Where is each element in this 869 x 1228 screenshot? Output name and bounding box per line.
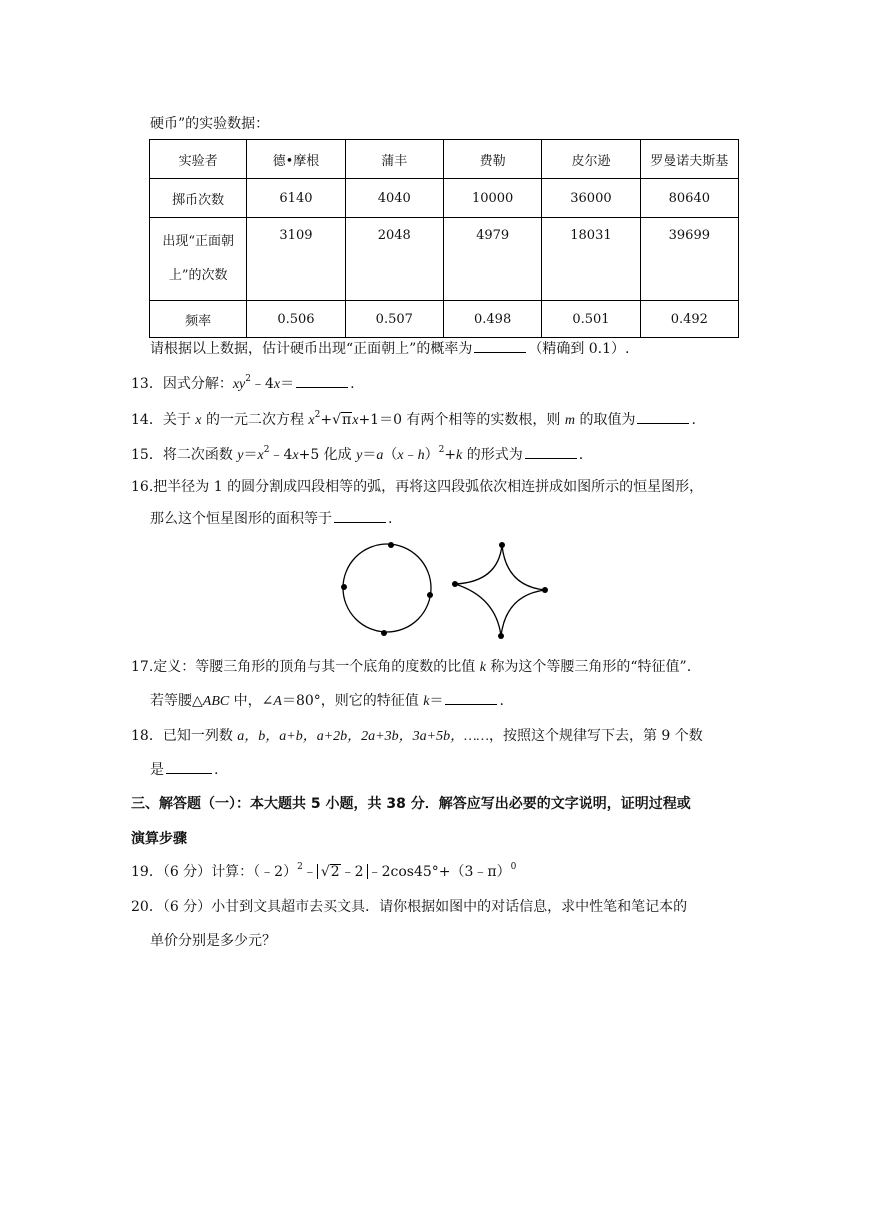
question-20-line2 [150, 930, 276, 950]
row-label-line: 上”的次数 [168, 268, 228, 283]
math-eq: ＝ [429, 693, 444, 709]
math-var: k [479, 660, 486, 675]
question-number: 14． [131, 412, 163, 428]
question-end: . [350, 376, 355, 392]
math-op: + [320, 412, 333, 428]
question-16-line2 [150, 508, 392, 528]
math-var: x [292, 448, 299, 463]
question-15 [131, 444, 583, 464]
math-sequence: a，b，a+b，a+2b，2a+3b，3a+5b，…… [237, 729, 489, 744]
header-cell: 蒲丰 [345, 140, 443, 179]
math-var: y [356, 448, 363, 463]
question-16-line1 [131, 476, 703, 496]
table-cell: 0.492 [640, 301, 738, 338]
question-end: . [388, 511, 393, 527]
question-text: 小甘到文具超市去买文具．请你根据如图中的对话信息，求中性笔和笔记本的 [211, 899, 688, 915]
question-number: 15． [131, 447, 163, 463]
question-text: +1＝0 有两个相等的实数根，则 [358, 412, 565, 428]
answer-blank [525, 444, 577, 459]
math-op: ﹣4 [251, 376, 274, 392]
answer-blank [334, 508, 386, 523]
question-text: 的一元二次方程 [201, 412, 309, 428]
math-op: ﹣ [403, 447, 418, 463]
table-row [150, 301, 739, 338]
question-18-line2 [150, 759, 218, 779]
row-label-line: 出现“正面朝 [162, 234, 234, 249]
math-var: x [257, 448, 264, 463]
question-number: 18． [131, 728, 163, 744]
sqrt-expression: √π [332, 412, 352, 428]
question-text: ﹣2cos45°+（3﹣π） [367, 864, 511, 880]
table-cell: 0.501 [542, 301, 640, 338]
question-18-line1 [131, 725, 703, 745]
question-text: 定义：等腰三角形的顶角与其一个底角的度数的比值 [153, 659, 480, 675]
answer-blank [296, 373, 348, 388]
table-cell: 0.507 [345, 301, 443, 338]
exponent: 2 [245, 374, 251, 384]
star-shape [455, 545, 545, 636]
question-text: 若等腰△ [150, 693, 203, 709]
question-text: 把半径为 1 的圆分割成四段相等的弧，再将这四段弧依次相连拼成如图所示的恒星图形， [153, 479, 704, 495]
question-score: （6 分） [162, 899, 212, 915]
math-eq: ＝ [362, 447, 377, 463]
section-heading-line: 三、解答题（一）：本大题共 5 小题，共 38 分．解答应写出必要的文字说明，证明过程或 [131, 796, 691, 812]
math-var: A [273, 694, 282, 709]
exponent: 2 [263, 445, 270, 455]
question-text: 单价分别是多少元？ [150, 933, 276, 949]
table-cell: 0.498 [443, 301, 541, 338]
math-var: k [423, 694, 430, 709]
exponent: 2 [297, 862, 303, 872]
circle-point [341, 584, 347, 590]
exponent: 2 [314, 410, 321, 420]
table-cell: 18031 [542, 218, 640, 301]
question-number: 16. [131, 479, 154, 495]
math-var: x [397, 448, 404, 463]
question-end: . [214, 762, 219, 778]
intro-text: 硬币”的实验数据： [150, 116, 270, 132]
header-cell: 费勒 [443, 140, 541, 179]
header-cell: 德•摩根 [247, 140, 345, 179]
math-paren: （ [383, 447, 398, 463]
header-cell: 实验者 [150, 140, 247, 179]
table-cell: 39699 [640, 218, 738, 301]
question-text: 关于 [162, 412, 196, 428]
math-op: ﹣4 [269, 447, 293, 463]
section-heading-cont [131, 828, 187, 848]
row-label: 掷币次数 [150, 179, 247, 218]
row-label: 频率 [150, 301, 247, 338]
question-end: . [691, 412, 696, 428]
math-var: m [564, 413, 576, 428]
circle-star-figure [330, 535, 560, 645]
question-end: . [578, 447, 584, 463]
section-heading [131, 793, 691, 813]
radicand: π [342, 412, 352, 428]
star-point [542, 587, 548, 593]
question-17-line1 [131, 656, 691, 676]
question-text: 中，∠ [229, 693, 274, 709]
question-text: 是 [150, 762, 164, 778]
question-text: 将二次函数 [162, 447, 238, 463]
row-label [150, 218, 247, 301]
radicand: 2 [330, 864, 340, 880]
table-cell: 80640 [640, 179, 738, 218]
math-var: a [376, 448, 384, 463]
table-cell: 0.506 [247, 301, 345, 338]
question-text: ＝80°，则它的特征值 [281, 693, 424, 709]
answer-blank [445, 690, 497, 705]
table-row [150, 179, 739, 218]
sqrt-expression: √2 [320, 864, 340, 880]
section-heading-line: 演算步骤 [131, 831, 187, 847]
q12-tail [150, 338, 630, 358]
table-cell: 6140 [247, 179, 345, 218]
math-var: x [273, 377, 281, 392]
math-var: k [456, 448, 463, 463]
circle-point [381, 630, 387, 636]
star-point [499, 542, 505, 548]
table-cell: 10000 [443, 179, 541, 218]
header-cell: 罗曼诺夫斯基 [640, 140, 738, 179]
header-cell: 皮尔逊 [542, 140, 640, 179]
q12-text: 请根据以上数据，估计硬币出现“正面朝上”的概率为 [150, 341, 473, 357]
math-op: ﹣ [302, 864, 317, 880]
question-number: 13． [131, 376, 163, 392]
question-number: 19． [131, 864, 163, 880]
question-text: 称为这个等腰三角形的“特征值”. [485, 659, 692, 675]
math-var: xy [232, 377, 246, 392]
math-var: x [195, 413, 202, 428]
question-19 [131, 861, 516, 881]
math-var: h [417, 448, 425, 463]
star-point [452, 581, 458, 587]
answer-blank [166, 759, 212, 774]
table-cell: 4979 [443, 218, 541, 301]
math-var: x [352, 413, 359, 428]
question-score: （6 分） [162, 864, 212, 880]
question-text: +5 化成 [298, 447, 357, 463]
math-paren: ） [424, 447, 439, 463]
math-eq: ＝ [280, 376, 295, 392]
question-20-line1 [131, 896, 687, 916]
math-var: x [308, 413, 315, 428]
question-text: ，按照这个规律写下去，第 9 个数 [488, 728, 703, 744]
question-number: 20． [131, 899, 163, 915]
star-point [498, 633, 504, 639]
question-14 [131, 409, 696, 429]
coin-experiment-table [149, 139, 739, 338]
exponent: 2 [438, 445, 445, 455]
table-cell: 3109 [247, 218, 345, 301]
question-text: 的形式为 [462, 447, 523, 463]
question-text: 的取值为 [575, 412, 636, 428]
absolute-value [317, 864, 368, 879]
q12-text-end: （精确到 0.1）. [528, 341, 630, 357]
question-number: 17. [131, 659, 154, 675]
math-op: + [444, 447, 457, 463]
math-eq: ＝ [243, 447, 258, 463]
question-text: 因式分解： [162, 376, 233, 392]
circle-point [427, 592, 433, 598]
answer-blank [474, 338, 526, 353]
circle [343, 544, 431, 632]
question-end: . [499, 693, 504, 709]
question-17-line2 [150, 690, 504, 710]
exponent: 0 [510, 862, 517, 872]
table-header-row [150, 140, 739, 179]
table-cell: 2048 [345, 218, 443, 301]
question-text: 已知一列数 [162, 728, 238, 744]
math-var: ABC [202, 694, 230, 709]
table-row [150, 218, 739, 301]
question-text: 那么这个恒星图形的面积等于 [150, 511, 332, 527]
table-cell: 4040 [345, 179, 443, 218]
answer-blank [637, 409, 689, 424]
circle-point [388, 542, 394, 548]
math-op: ﹣2 [340, 864, 364, 880]
table-cell: 36000 [542, 179, 640, 218]
math-var: y [237, 448, 244, 463]
question-text: 计算：（﹣2） [211, 864, 298, 880]
question-13 [131, 373, 355, 393]
